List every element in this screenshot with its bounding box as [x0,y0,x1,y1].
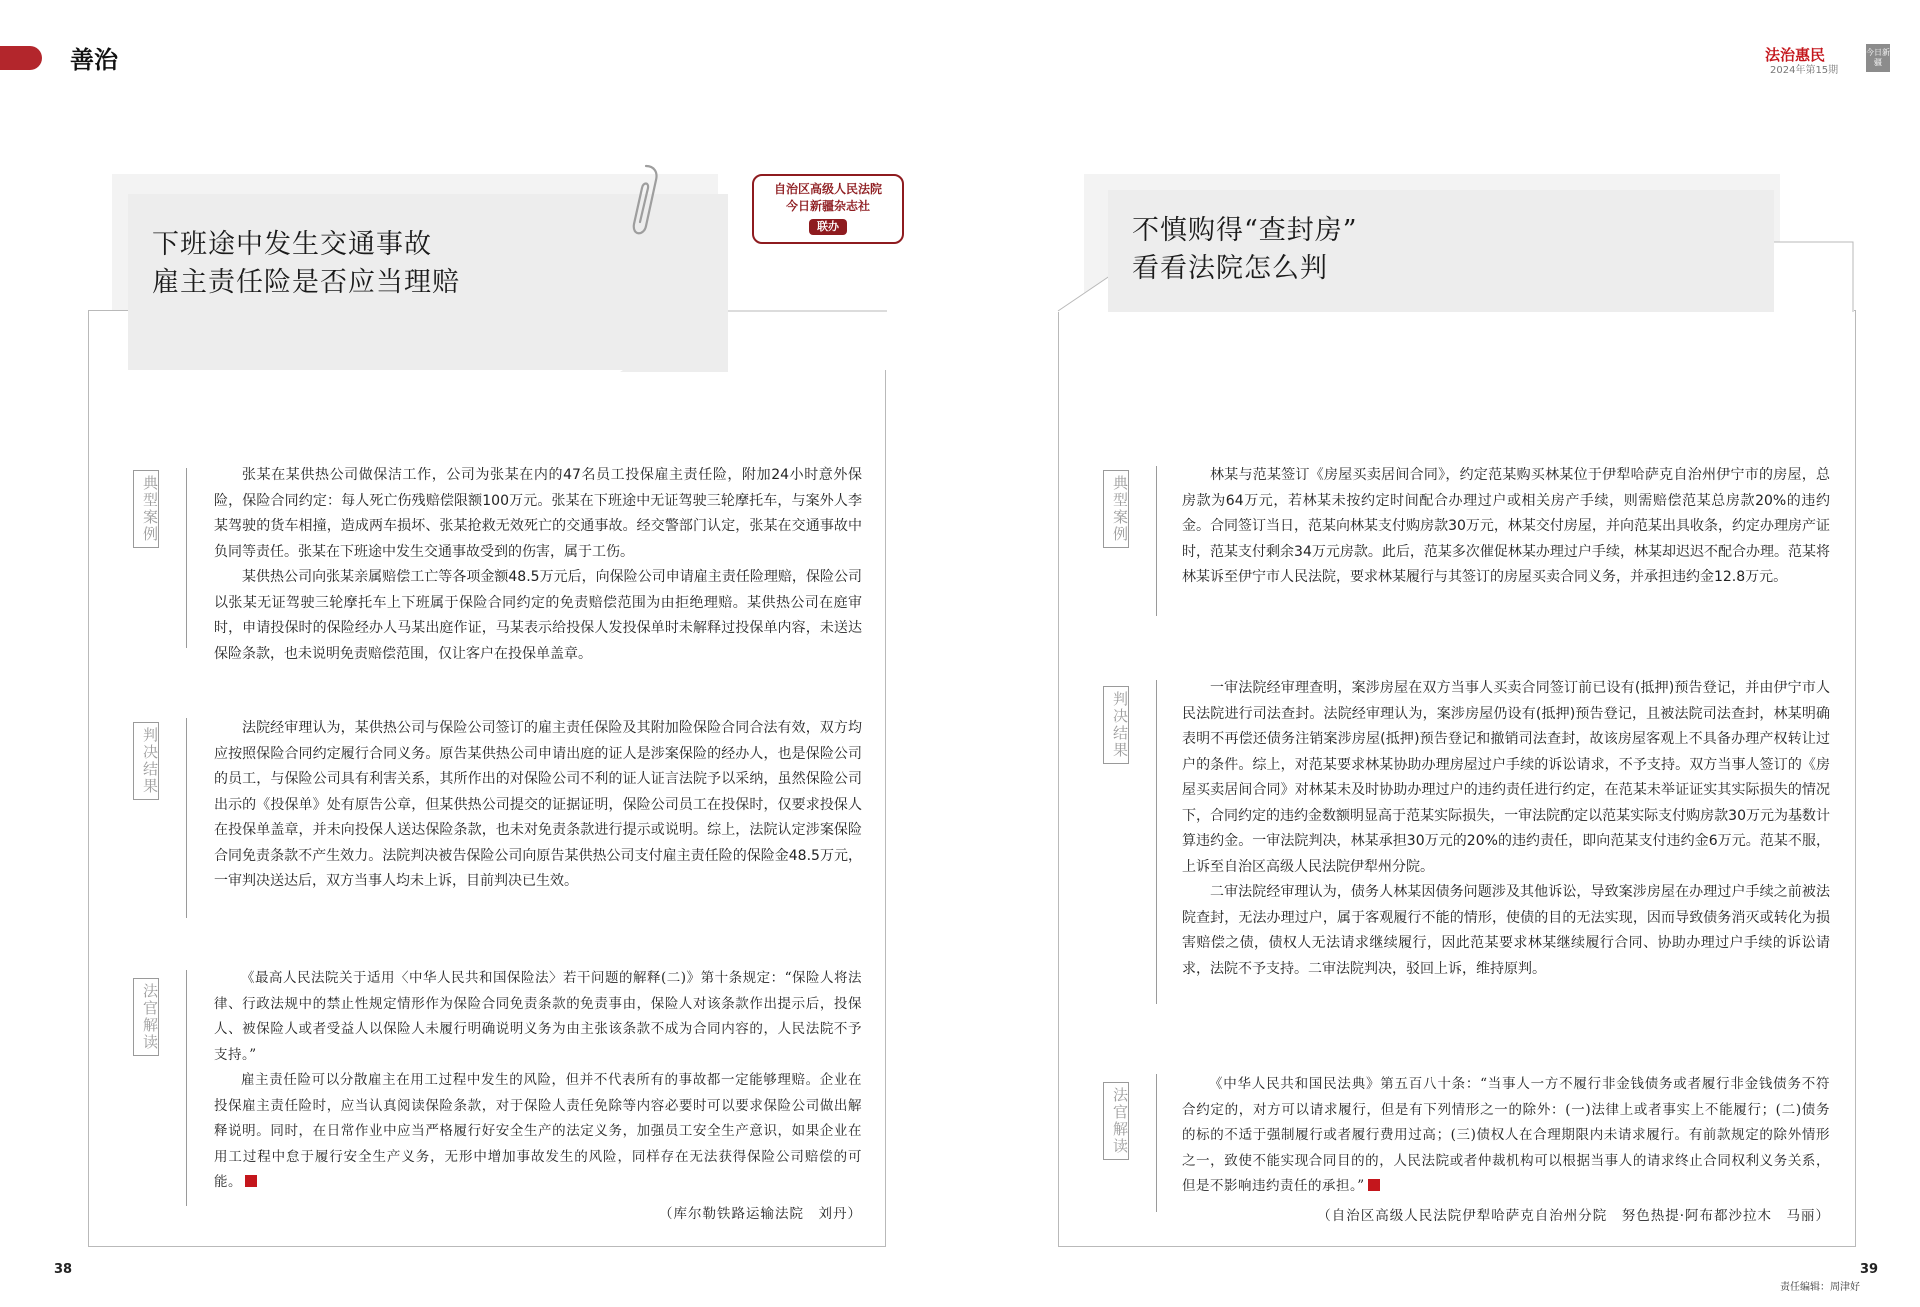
left-verdict-section [214,716,862,895]
left-article-title [152,226,460,302]
left-judge-label: 法官解读 [133,978,159,1056]
seal-badge: 联办 [809,219,847,235]
left-case-paragraph: 某供热公司向张某亲属赔偿工亡等各项金额48.5万元后，向保险公司申请雇主责任险理赔，保险公司以张某无证驾驶三轮摩托车上下班属于保险合同约定的免责赔偿范围为由拒绝理赔。某供热公司在庭审时，申请投保时的保险经办人马某出庭作证，马某表示给投保人发投保单时未解释过投保单内容，未送达保险条款，也未说明免责赔偿范围，仅让客户在投保单盖章。 [214,569,862,662]
left-case-label: 典型案例 [133,470,159,548]
left-title-line2: 雇主责任险是否应当理赔 [152,267,460,298]
right-verdict-bracket [1156,680,1164,1004]
left-case-paragraph: 张某在某供热公司做保洁工作，公司为张某在内的47名员工投保雇主责任险，附加24小时意外保险，保险合同约定：每人死亡伤残赔偿限额100万元。张某在下班途中无证驾驶三轮摩托车，与案外人李某驾驶的货车相撞，造成两车损坏、张某抢救无效死亡的交通事故。经交警部门认定，张某在交通事故中负同等责任。张某在下班途中发生交通事故受到的伤害，属于工伤。 [214,467,862,560]
issue-number: 2024年第15期 [1770,65,1839,76]
left-verdict-label: 判决结果 [133,722,159,800]
left-judge-section [214,966,862,1196]
left-title-line1: 下班途中发生交通事故 [152,229,432,260]
right-title-line1: 不慎购得“查封房” [1132,215,1358,246]
joint-organizer-seal [752,174,904,244]
section-tab [0,46,42,70]
seal-line2: 今日新疆杂志社 [785,199,870,213]
left-judge-text: 雇主责任险可以分散雇主在用工过程中发生的风险，但并不代表所有的事故都一定能够理赔。企业在投保雇主责任险时，应当认真阅读保险条款，对于保险人责任免除等内容必要时可以要求保险公司做出解释说明。同时，在日常作业中应当严格履行好安全生产的法定义务，加强员工安全生产意识，如果企业在用工过程中怠于履行安全生产义务，无形中增加事故发生的风险，同样存在无法获得保险公司赔偿的可能。 [214,1072,862,1190]
section-name: 善治 [70,45,118,74]
left-title-cut [588,300,728,372]
left-judge-paragraph: 《最高人民法院关于适用〈中华人民共和国保险法〉若干问题的解释(二)》第十条规定：“保险人将法律、行政法规中的禁止性规定情形作为保险合同免责条款的免责事由，保险人对该条款作出提示后，投保人、被保险人或者受益人以保险人未履行明确说明义务为由主张该条款不成为合同内容的，人民法院不予支持。” [214,970,862,1063]
right-case-section [1182,463,1830,591]
right-judge-label: 法官解读 [1103,1082,1129,1160]
left-judge-paragraph [214,1068,862,1196]
right-verdict-paragraph: 二审法院经审理认为，债务人林某因债务问题涉及其他诉讼，导致案涉房屋在办理过户手续之前被法院查封，无法办理过户，属于客观履行不能的情形，使债的目的无法实现，因而导致债务消灭或转化为损害赔偿之债，债权人无法请求继续履行，因此范某要求林某继续履行合同、协助办理过户手续的诉讼请求，法院不予支持。二审法院判决，驳回上诉，维持原判。 [1182,884,1830,977]
right-signature: （自治区高级人民法院伊犁哈萨克自治州分院 努色热提·阿布都沙拉木 马丽） [1317,1208,1830,1224]
paperclip-icon [624,160,664,244]
right-case-paragraph: 林某与范某签订《房屋买卖居间合同》，约定范某购买林某位于伊犁哈萨克自治州伊宁市的房屋，总房款为64万元，若林某未按约定时间配合办理过户或相关房产手续，则需赔偿范某总房款20%的违约金。合同签订当日，范某向林某支付购房款30万元，林某交付房屋，并向范某出具收条，约定办理房产证时，范某支付剩余34万元房款。此后，范某多次催促林某办理过户手续，林某却迟迟不配合办理。范某将林某诉至伊宁市人民法院，要求林某履行与其签订的房屋买卖合同义务，并承担违约金12.8万元。 [1182,467,1830,585]
right-verdict-label: 判决结果 [1103,686,1129,764]
left-verdict-bracket [186,718,194,918]
right-verdict-paragraph: 一审法院经审理查明，案涉房屋在双方当事人买卖合同签订前已设有(抵押)预告登记，并由伊宁市人民法院进行司法查封。法院经审理认为，案涉房屋仍设有(抵押)预告登记，且被法院司法查封，林某明确表明不再偿还债务注销案涉房屋(抵押)预告登记和撤销司法查封，故该房屋客观上不具备办理产权转让过户的条件。综上，对范某要求林某协助办理房屋过户手续的诉讼请求，不予支持。双方当事人签订的《房屋买卖居间合同》对林某未及时协助办理过户的违约责任进行约定，在范某未举证证实其实际损失的情况下，合同约定的违约金数额明显高于范某实际损失，一审法院酌定以范某实际支付购房款30万元为基数计算违约金。一审法院判决，林某承担30万元的20%的违约责任，即向范某支付违约金6万元。范某不服，上诉至自治区高级人民法院伊犁州分院。 [1182,680,1830,875]
right-case-bracket [1156,466,1164,616]
right-case-label: 典型案例 [1103,470,1129,548]
left-verdict-paragraph: 法院经审理认为，某供热公司与保险公司签订的雇主责任保险及其附加险保险合同合法有效，双方均应按照保险合同约定履行合同义务。原告某供热公司申请出庭的证人是涉案保险的经办人，也是保险公司的员工，与保险公司具有利害关系，其所作出的对保险公司不利的证人证言法院予以采纳，虽然保险公司出示的《投保单》处有原告公章，但某供热公司提交的证据证明，保险公司员工在投保时，仅要求投保人在投保单盖章，并未向投保人送达保险条款，也未对免责条款进行提示或说明。综上，法院认定涉案保险合同免责条款不产生效力。法院判决被告保险公司向原告某供热公司支付雇主责任险的保险金48.5万元，一审判决送达后，双方当事人均未上诉，目前判决已生效。 [214,720,862,889]
right-judge-paragraph [1182,1072,1830,1200]
magazine-logo: 今日新疆 [1866,44,1890,72]
end-mark-icon [245,1175,257,1187]
right-judge-text: 《中华人民共和国民法典》第五百八十条：“当事人一方不履行非金钱债务或者履行非金钱债务不符合约定的，对方可以请求履行，但是有下列情形之一的除外：(一)法律上或者事实上不能履行；(二)债务的标的不适于强制履行或者履行费用过高；(三)债权人在合理期限内未请求履行。有前款规定的除外情形之一，致使不能实现合同目的的，人民法院或者仲裁机构可以根据当事人的请求终止合同权利义务关系，但是不影响违约责任的承担。” [1182,1076,1830,1194]
right-title-line2: 看看法院怎么判 [1132,253,1328,284]
left-case-bracket [186,468,194,648]
end-mark-icon [1368,1179,1380,1191]
right-judge-bracket [1156,1074,1164,1212]
brand-name: 法治惠民 [1765,46,1826,64]
editor-credit: 责任编辑：周津好 [1780,1282,1860,1293]
left-case-section [214,463,862,667]
right-article-title [1132,212,1358,288]
right-page-number: 39 [1860,1262,1879,1277]
right-verdict-section [1182,676,1830,982]
right-judge-section [1182,1072,1830,1200]
seal-line1: 自治区高级人民法院 [773,182,882,196]
left-page-number: 38 [54,1262,73,1277]
left-judge-bracket [186,970,194,1206]
left-signature: （库尔勒铁路运输法院 刘丹） [659,1206,862,1222]
